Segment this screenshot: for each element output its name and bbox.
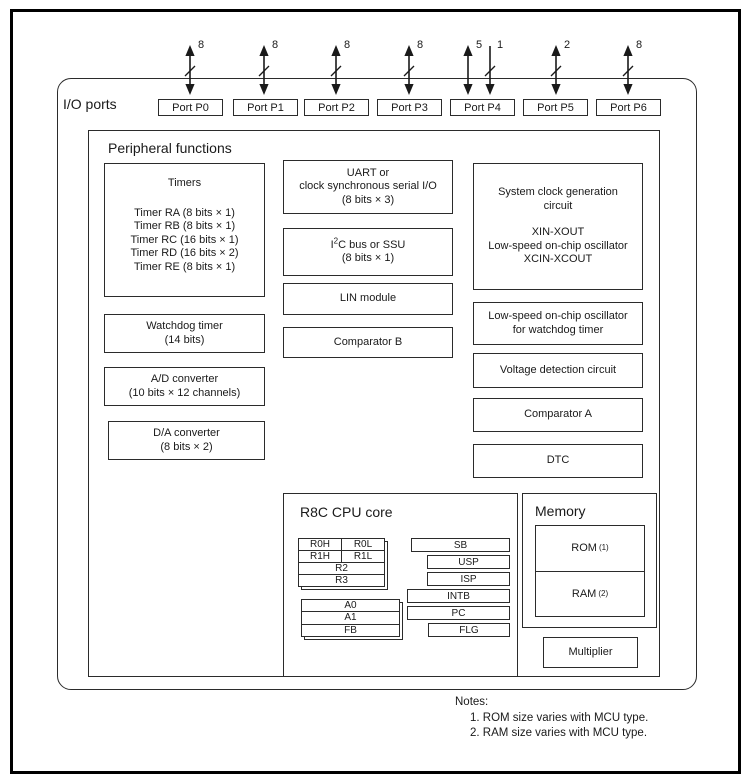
rom-cell: ROM (1) <box>536 526 644 572</box>
reg-sb: SB <box>411 538 510 552</box>
uart-line1: UART or <box>346 166 390 179</box>
bus-arrow-icon <box>328 45 344 95</box>
port-p5-box: Port P5 <box>523 99 588 116</box>
reg-pc: PC <box>407 606 510 620</box>
port-p4-box: Port P4 <box>450 99 515 116</box>
ad-converter-box <box>104 367 265 406</box>
i2c-line2: (8 bits × 1) <box>341 252 395 264</box>
bus-line-icon <box>482 45 498 95</box>
adc-line1: A/D converter <box>150 373 219 385</box>
reg-flg: FLG <box>428 623 510 637</box>
bus-width-label: 1 <box>497 39 504 51</box>
sysclk-line5: XCIN-XCOUT <box>523 253 593 266</box>
uart-line2: clock synchronous serial I/O <box>299 180 437 193</box>
memory-cells <box>535 525 645 617</box>
timer-item: Timer RC (16 bits × 1) <box>130 233 239 246</box>
notes-title: Notes: <box>455 696 489 708</box>
ram-label: RAM <box>571 587 597 600</box>
uart-box <box>283 160 453 214</box>
da-converter-box <box>108 421 265 460</box>
sysclk-line4: Low-speed on-chip oscillator <box>488 239 628 252</box>
timer-item: Timer RE (8 bits × 1) <box>133 260 236 273</box>
watchdog-line1: Watchdog timer <box>146 320 223 332</box>
note-item-2: 2. RAM size varies with MCU type. <box>470 727 648 739</box>
comparator-b-box: Comparator B <box>283 327 453 358</box>
bus-arrow-icon <box>620 45 636 95</box>
lowspeed-osc-wdt-box <box>473 302 643 345</box>
port-p2-box: Port P2 <box>304 99 369 116</box>
lin-module-box: LIN module <box>283 283 453 315</box>
register-row <box>299 539 384 551</box>
register-row <box>299 575 384 586</box>
register-row <box>302 600 399 612</box>
reg-r1h: R1H <box>299 551 342 562</box>
dtc-box: DTC <box>473 444 643 478</box>
lsosc-line2: for watchdog timer <box>512 323 604 336</box>
io-ports-label: I/O ports <box>63 96 117 112</box>
adc-line2: (10 bits × 12 channels) <box>128 386 241 399</box>
reg-fb: FB <box>344 624 357 636</box>
i2c-ssu-box <box>283 228 453 276</box>
reg-r0l: R0L <box>353 539 373 550</box>
register-row <box>299 551 384 563</box>
i2c-line1: I$^2$C bus or SSU <box>330 235 406 251</box>
dac-line2: (8 bits × 2) <box>160 440 213 453</box>
watchdog-timer-box <box>104 314 265 353</box>
watchdog-line2: (14 bits) <box>164 333 205 346</box>
bus-width-label: 5 <box>476 39 483 51</box>
reg-r0h: R0H <box>299 539 342 550</box>
bus-width-label: 8 <box>272 39 279 51</box>
sysclk-line1: System clock generation <box>498 186 618 199</box>
bus-arrow-icon <box>548 45 564 95</box>
register-row <box>299 563 384 575</box>
reg-intb: INTB <box>407 589 510 603</box>
dac-line1: D/A converter <box>153 427 220 439</box>
multiplier-box: Multiplier <box>543 637 638 668</box>
note-item-1: 1. ROM size varies with MCU type. <box>470 712 649 724</box>
port-p0-box: Port P0 <box>158 99 223 116</box>
register-row <box>302 625 399 636</box>
reg-r1l: R1L <box>353 551 373 562</box>
port-p6-box: Port P6 <box>596 99 661 116</box>
comparator-a-box: Comparator A <box>473 398 643 432</box>
bus-width-label: 8 <box>344 39 351 51</box>
timer-item: Timer RB (8 bits × 1) <box>133 220 236 233</box>
bus-width-label: 2 <box>564 39 571 51</box>
rom-label: ROM <box>571 542 597 555</box>
lsosc-line1: Low-speed on-chip oscillator <box>488 310 628 322</box>
timers-title: Timers <box>167 177 202 189</box>
system-clock-box <box>473 163 643 290</box>
timer-item: Timer RD (16 bits × 2) <box>130 247 239 260</box>
port-p1-box: Port P1 <box>233 99 298 116</box>
timers-box <box>104 163 265 297</box>
bus-arrow-icon <box>401 45 417 95</box>
timer-item: Timer RA (8 bits × 1) <box>134 206 235 219</box>
bus-arrow-icon <box>182 45 198 95</box>
reg-a1: A1 <box>344 612 357 624</box>
uart-line3: (8 bits × 3) <box>341 193 395 206</box>
sysclk-line3: XIN-XOUT <box>531 226 585 239</box>
port-p3-box: Port P3 <box>377 99 442 116</box>
reg-r3: R3 <box>335 575 348 586</box>
reg-usp: USP <box>427 555 510 569</box>
reg-a0: A0 <box>344 600 357 612</box>
bus-width-label: 8 <box>636 39 643 51</box>
voltage-detection-box: Voltage detection circuit <box>473 353 643 388</box>
ram-cell: RAM (2) <box>571 587 609 600</box>
reg-isp: ISP <box>427 572 510 586</box>
bus-arrow-icon <box>256 45 272 95</box>
register-row <box>302 612 399 624</box>
memory-title: Memory <box>535 503 586 519</box>
cpu-general-registers <box>298 538 385 587</box>
sysclk-line2: circuit <box>543 199 573 212</box>
bus-width-label: 8 <box>417 39 424 51</box>
reg-r2: R2 <box>335 563 348 574</box>
cpu-core-title: R8C CPU core <box>300 504 393 520</box>
peripheral-functions-label: Peripheral functions <box>108 140 232 156</box>
cpu-address-registers <box>301 599 400 637</box>
bus-arrow-icon <box>460 45 476 95</box>
bus-width-label: 8 <box>198 39 205 51</box>
